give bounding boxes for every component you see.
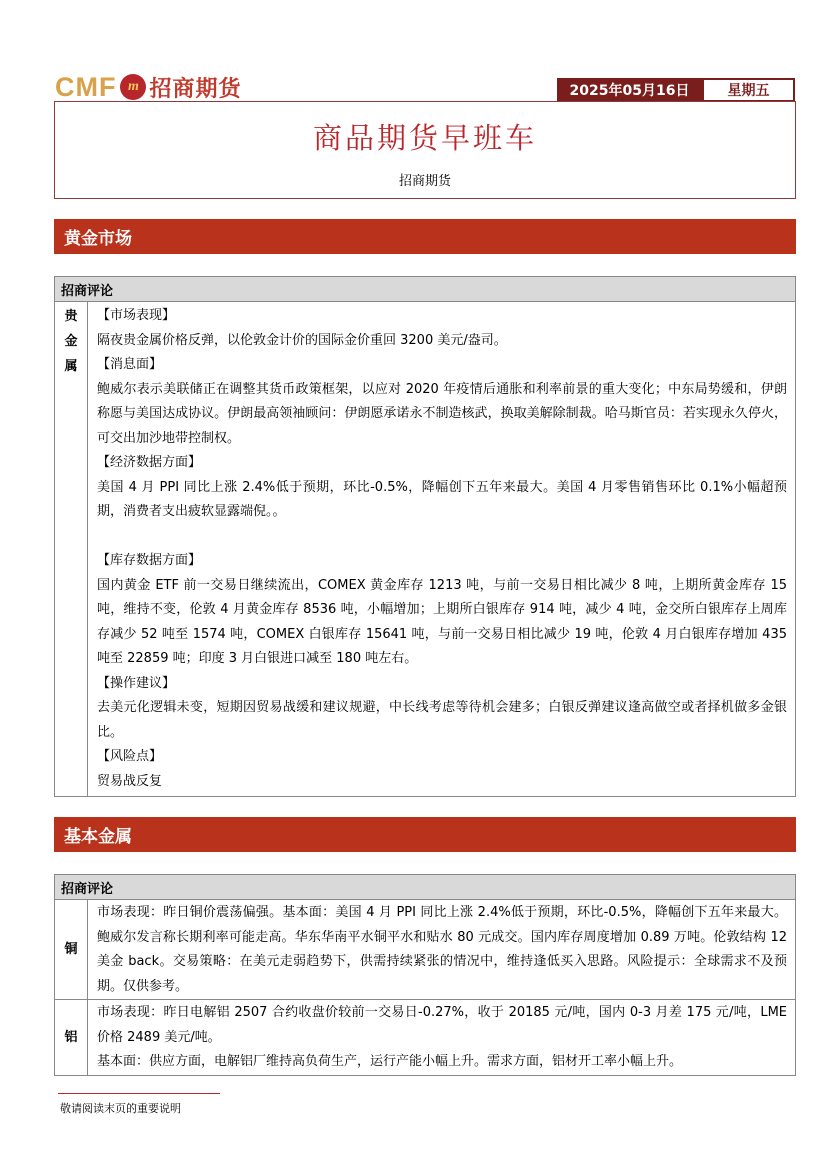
subheading-economic-data: 【经济数据方面】 xyxy=(97,455,202,470)
section-header-base-metals: 基本金属 xyxy=(54,817,796,852)
label-char: 铝 xyxy=(64,1029,78,1045)
gold-comment-panel xyxy=(54,276,796,797)
panel-header: 招商评论 xyxy=(55,875,795,900)
panel-header: 招商评论 xyxy=(55,277,795,302)
section-header-gold: 黄金市场 xyxy=(54,219,796,254)
paragraph: 美国 4 月 PPI 同比上涨 2.4%低于预期，环比-0.5%，降幅创下五年来最大。美国 4 月零售销售环比 0.1%小幅超预期，消费者支出疲软显露端倪。。 xyxy=(97,479,787,519)
label-char: 铜 xyxy=(64,942,78,957)
subheading-news: 【消息面】 xyxy=(97,357,163,372)
paragraph: 市场表现：昨日电解铝 2507 合约收盘价较前一交易日-0.27%，收于 20185 元/吨，国内 0-3 月差 175 元/吨，LME 价格 2489 美元/吨。 xyxy=(97,1005,787,1045)
page-subtitle: 招商期货 xyxy=(398,174,451,189)
footer-divider xyxy=(58,1093,220,1094)
company-logo xyxy=(55,70,242,104)
logo-cmf-text: CMF xyxy=(55,71,117,102)
precious-metals-label xyxy=(55,302,88,796)
paragraph: 去美元化逻辑未变，短期因贸易战缓和建议规避，中长线考虑等待机会建多；白银反弹建议逢高做空或者择机做多金银比。 xyxy=(97,700,787,740)
paragraph: 国内黄金 ETF 前一交易日继续流出，COMEX 黄金库存 1213 吨，与前一交易日相比减少 8 吨，上期所黄金库存 15 吨，维持不变，伦敦 4 月黄金库存 8536 吨，小幅增加；上期所白银库存 914 吨，减少 4 吨，金交所白银库存上周库存减少 52 吨至 1574 吨，COMEX 白银库存 15641 吨，与前一交易日相比减少 19 吨，伦敦 4 月白银库存增加 435 吨至 22859 吨；印度 3 月白银进口减至 180 吨左右。 xyxy=(97,577,787,666)
aluminium-row xyxy=(55,1000,795,1075)
paragraph: 隔夜贵金属价格反弹，以伦敦金计价的国际金价重回 3200 美元/盎司。 xyxy=(97,332,507,348)
aluminium-content xyxy=(88,1000,795,1075)
logo-company-name: 招商期货 xyxy=(149,76,242,102)
report-weekday: 星期五 xyxy=(702,78,795,102)
report-date: 2025年05月16日 xyxy=(557,78,702,102)
page-title: 商品期货早班车 xyxy=(312,121,537,155)
copper-content xyxy=(88,900,795,999)
title-box xyxy=(54,101,796,199)
base-metals-comment-panel xyxy=(54,874,796,1076)
precious-metals-content xyxy=(88,302,795,796)
subheading-inventory: 【库存数据方面】 xyxy=(97,553,202,568)
paragraph: 市场表现：昨日铜价震荡偏强。基本面：美国 4 月 PPI 同比上涨 2.4%低于预期，环比-0.5%，降幅创下五年来最大。鲍威尔发言称长期利率可能走高。华东华南平水铜平水和贴水 80 元成交。国内库存周度增加 0.89 万吨。伦敦结构 12 美金 back。交易策略：在美元走弱趋势下，供需持续紧张的情况中，维持逢低买入思路。风险提示：全球需求不及预期。仅供参考。 xyxy=(97,905,787,994)
label-char: 金 xyxy=(64,334,78,349)
subheading-risk: 【风险点】 xyxy=(97,749,163,764)
paragraph: 基本面：供应方面，电解铝厂维持高负荷生产，运行产能小幅上升。需求方面，铝材开工率小幅上升。 xyxy=(97,1054,683,1069)
label-char: 贵 xyxy=(64,309,78,324)
label-char: 属 xyxy=(64,359,78,374)
blank-line xyxy=(97,525,787,550)
logo-mark-icon: m xyxy=(120,74,146,100)
aluminium-label xyxy=(55,1000,88,1075)
footer-note: 敬请阅读末页的重要说明 xyxy=(60,1102,181,1115)
precious-metals-row xyxy=(55,302,795,796)
subheading-market: 【市场表现】 xyxy=(97,308,176,323)
paragraph: 鲍威尔表示美联储正在调整其货币政策框架，以应对 2020 年疫情后通胀和利率前景的重大变化；中东局势缓和，伊朗称愿与美国达成协议。伊朗最高领袖顾问：伊朗愿承诺永不制造核武，换取美解除制裁。哈马斯官员：若实现永久停火，可交出加沙地带控制权。 xyxy=(97,381,787,446)
copper-label xyxy=(55,900,88,999)
subheading-advice: 【操作建议】 xyxy=(97,675,176,691)
paragraph: 贸易战反复 xyxy=(97,773,163,789)
copper-row xyxy=(55,900,795,1000)
